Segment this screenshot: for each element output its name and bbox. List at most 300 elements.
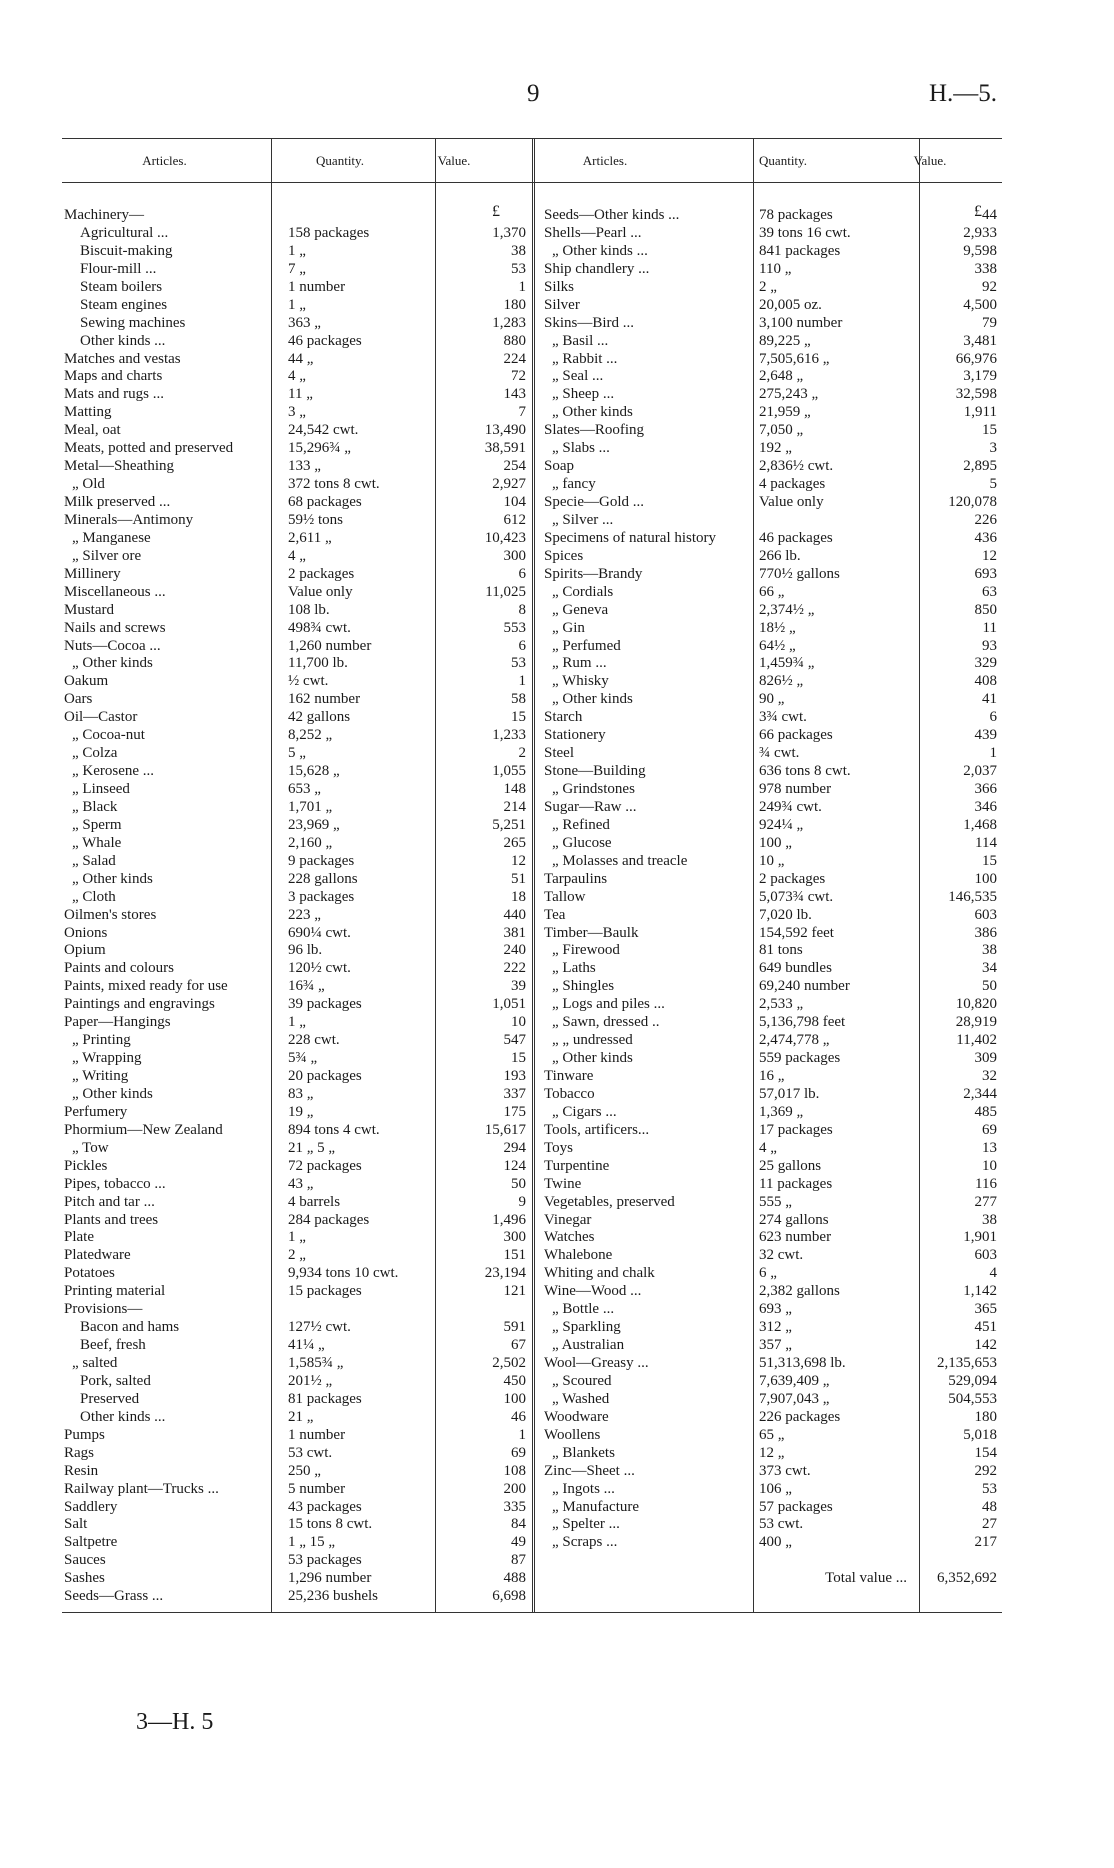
- article-text: Tea: [544, 906, 566, 923]
- quantity-text: 363 „: [288, 314, 321, 331]
- value-cell: [920, 745, 1000, 763]
- article-text: „ Other kinds: [552, 1050, 633, 1067]
- value-text: 38,591: [484, 440, 526, 457]
- value-text: 1,496: [492, 1211, 526, 1228]
- value-cell: [920, 243, 1000, 261]
- article-text: Nuts—Cocoa ...: [64, 637, 161, 654]
- value-text: 408: [974, 673, 997, 690]
- value-text: 240: [503, 942, 526, 959]
- article-cell: [64, 709, 268, 727]
- quantity-cell: [288, 1086, 434, 1104]
- quantity-text: 2,533 „: [759, 996, 804, 1013]
- quantity-cell: [288, 1283, 434, 1301]
- article-cell: [544, 817, 750, 835]
- quantity-text: 1,585¾ „: [288, 1355, 344, 1371]
- value-text: 488: [503, 1570, 526, 1587]
- quantity-text: 226 packages: [759, 1408, 841, 1425]
- article-text: Sauces: [64, 1552, 106, 1569]
- article-cell: [64, 351, 268, 369]
- quantity-text: 7,639,409 „: [759, 1372, 830, 1389]
- value-cell: [436, 1247, 529, 1265]
- article-cell: [544, 1534, 750, 1552]
- value-text: 18: [511, 888, 526, 905]
- article-cell: [64, 1194, 268, 1212]
- article-cell: [544, 602, 750, 620]
- quantity-text: 15 packages: [288, 1283, 362, 1300]
- value-cell: [436, 655, 529, 673]
- quantity-text: 15,296¾ „: [288, 440, 351, 457]
- value-text: 44: [982, 207, 997, 223]
- right-articles-column: [544, 207, 750, 1570]
- value-text: 121: [503, 1283, 526, 1300]
- quantity-text: 11 „: [288, 386, 313, 403]
- quantity-text: 249¾ cwt.: [759, 798, 822, 815]
- article-cell: [544, 261, 750, 279]
- quantity-cell: [288, 925, 434, 943]
- article-cell: [64, 1265, 268, 1283]
- value-cell: [920, 817, 1000, 835]
- quantity-cell: [288, 1247, 434, 1265]
- value-cell: [436, 673, 529, 691]
- article-cell: [64, 1552, 268, 1570]
- article-text: Seeds—Grass ...: [64, 1588, 164, 1605]
- value-cell: [436, 368, 529, 386]
- value-text: 2,502: [492, 1355, 526, 1371]
- article-text: Zinc—Sheet ...: [544, 1462, 635, 1479]
- quantity-text: 274 gallons: [759, 1211, 829, 1228]
- article-cell: [544, 1229, 750, 1247]
- article-cell: [64, 781, 268, 799]
- value-text: 15: [982, 852, 997, 869]
- article-text: „ Grindstones: [552, 781, 635, 797]
- value-cell: [436, 763, 529, 781]
- quantity-cell: [288, 315, 434, 333]
- quantity-text: 66 „: [759, 583, 785, 600]
- article-text: Specie—Gold ...: [544, 494, 644, 510]
- value-cell: [436, 243, 529, 261]
- header-value-right: Value.: [913, 153, 947, 168]
- article-text: Millinery: [64, 565, 121, 582]
- quantity-cell: [759, 315, 917, 333]
- article-cell: [544, 889, 750, 907]
- value-cell: [436, 1301, 529, 1319]
- quantity-text: 89,225 „: [759, 332, 811, 349]
- article-cell: [64, 853, 268, 871]
- value-cell: [920, 386, 1000, 404]
- quantity-text: 284 packages: [288, 1211, 370, 1228]
- value-cell: [920, 655, 1000, 673]
- quantity-text: 12 „: [759, 1444, 785, 1461]
- article-cell: [544, 1104, 750, 1122]
- article-text: „ Black: [72, 798, 118, 815]
- quantity-text: 3 packages: [288, 888, 355, 905]
- quantity-text: 66 packages: [759, 727, 833, 744]
- value-text: 300: [503, 1229, 526, 1246]
- article-text: Oars: [64, 691, 93, 708]
- article-cell: [64, 1445, 268, 1463]
- value-cell: [920, 942, 1000, 960]
- quantity-cell: [759, 1409, 917, 1427]
- value-cell: [920, 889, 1000, 907]
- quantity-cell: [759, 835, 917, 853]
- quantity-cell: [759, 1373, 917, 1391]
- article-text: Spirits—Brandy: [544, 565, 643, 582]
- value-text: 547: [503, 1032, 526, 1049]
- quantity-cell: [759, 368, 917, 386]
- value-cell: [436, 1265, 529, 1283]
- article-text: Skins—Bird ...: [544, 314, 635, 331]
- article-cell: [64, 602, 268, 620]
- article-cell: [544, 655, 750, 673]
- article-cell: [64, 691, 268, 709]
- quantity-cell: [288, 243, 434, 261]
- article-text: „ Kerosene ...: [72, 763, 155, 780]
- article-text: Twine: [544, 1175, 582, 1192]
- value-cell: [920, 315, 1000, 333]
- quantity-text: 1 „: [288, 296, 306, 313]
- article-text: „ Molasses and treacle: [552, 852, 688, 869]
- article-cell: [64, 1176, 268, 1194]
- article-text: Sashes: [64, 1570, 105, 1587]
- article-text: „ Scraps ...: [552, 1534, 618, 1551]
- article-text: „ Bottle ...: [552, 1301, 615, 1318]
- quantity-cell: [759, 638, 917, 656]
- value-cell: [920, 1086, 1000, 1104]
- value-text: 5,251: [492, 816, 526, 833]
- quantity-text: 2,160 „: [288, 834, 333, 851]
- article-text: „ Whisky: [552, 673, 609, 690]
- article-text: Tools, artificers...: [544, 1121, 650, 1138]
- quantity-text: 770½ gallons: [759, 565, 840, 582]
- value-text: 53: [511, 655, 526, 672]
- article-text: Mats and rugs ...: [64, 386, 164, 403]
- value-cell: [920, 709, 1000, 727]
- article-cell: [544, 386, 750, 404]
- article-cell: [544, 907, 750, 925]
- value-text: 6,698: [492, 1588, 526, 1605]
- article-text: Turpentine: [544, 1157, 610, 1174]
- article-text: „ Other kinds ...: [552, 242, 648, 259]
- quantity-cell: [288, 1481, 434, 1499]
- value-text: 436: [974, 529, 997, 546]
- quantity-text: 6 „: [759, 1265, 777, 1282]
- article-text: Provisions—: [64, 1301, 143, 1318]
- value-text: 154: [974, 1444, 997, 1461]
- value-cell: [436, 960, 529, 978]
- article-cell: [544, 638, 750, 656]
- quantity-text: ½ cwt.: [288, 673, 329, 690]
- article-text: „ Slabs ...: [552, 440, 610, 457]
- quantity-text: 1 number: [288, 278, 346, 295]
- article-text: „ Colza: [72, 745, 118, 762]
- article-cell: [64, 368, 268, 386]
- value-text: 84: [511, 1516, 526, 1533]
- article-text: Miscellaneous ...: [64, 583, 166, 600]
- article-text: „ Washed: [552, 1390, 610, 1407]
- value-cell: [920, 1068, 1000, 1086]
- value-cell: [436, 817, 529, 835]
- article-cell: [544, 925, 750, 943]
- article-cell: [544, 673, 750, 691]
- quantity-cell: [759, 243, 917, 261]
- article-text: Onions: [64, 924, 108, 941]
- quantity-text: 5,073¾ cwt.: [759, 888, 834, 905]
- value-cell: [920, 1283, 1000, 1301]
- value-cell: [920, 566, 1000, 584]
- value-cell: [920, 1481, 1000, 1499]
- quantity-cell: [288, 548, 434, 566]
- value-cell: [436, 1534, 529, 1552]
- quantity-cell: [288, 1552, 434, 1570]
- value-text: 8: [518, 601, 526, 618]
- quantity-text: 693 „: [759, 1301, 792, 1318]
- quantity-cell: [759, 279, 917, 297]
- value-cell: [920, 996, 1000, 1014]
- value-cell: [436, 691, 529, 709]
- article-text: „ Spelter ...: [552, 1516, 620, 1533]
- quantity-cell: [759, 1104, 917, 1122]
- value-cell: [920, 458, 1000, 476]
- value-text: 143: [503, 386, 526, 403]
- article-cell: [64, 1212, 268, 1230]
- article-cell: [64, 673, 268, 691]
- spacer-row: [759, 1552, 917, 1570]
- article-cell: [64, 1463, 268, 1481]
- quantity-text: 39 packages: [288, 996, 362, 1013]
- value-text: 6: [518, 565, 526, 582]
- quantity-cell: [288, 279, 434, 297]
- quantity-text: 4 barrels: [288, 1193, 341, 1210]
- quantity-cell: [288, 261, 434, 279]
- article-cell: [544, 1319, 750, 1337]
- quantity-text: 110 „: [759, 260, 792, 277]
- quantity-cell: [759, 1301, 917, 1319]
- value-cell: [920, 727, 1000, 745]
- article-cell: [64, 960, 268, 978]
- value-text: 9: [518, 1193, 526, 1210]
- quantity-cell: [759, 584, 917, 602]
- value-text: 5,018: [963, 1426, 997, 1443]
- value-text: 142: [974, 1337, 997, 1354]
- quantity-text: Value only: [759, 494, 824, 510]
- value-text: 1,142: [963, 1283, 997, 1300]
- quantity-cell: [288, 620, 434, 638]
- value-cell: [436, 1409, 529, 1427]
- value-cell: [920, 1140, 1000, 1158]
- article-cell: [64, 1534, 268, 1552]
- quantity-text: 83 „: [288, 1085, 314, 1102]
- article-cell: [544, 620, 750, 638]
- value-text: 300: [503, 547, 526, 564]
- value-cell: [436, 1373, 529, 1391]
- quantity-cell: [759, 440, 917, 458]
- article-text: Steam engines: [80, 296, 168, 313]
- quantity-text: 3,100 number: [759, 314, 843, 331]
- value-text: 32: [982, 1068, 997, 1084]
- article-cell: [64, 1068, 268, 1086]
- quantity-cell: [288, 1427, 434, 1445]
- article-text: Bacon and hams: [80, 1319, 180, 1336]
- article-text: „ Whale: [72, 834, 122, 851]
- article-cell: [64, 440, 268, 458]
- value-cell: [920, 368, 1000, 386]
- quantity-text: 16 „: [759, 1068, 785, 1084]
- quantity-text: 133 „: [288, 458, 321, 475]
- value-text: 2,135,653: [937, 1355, 997, 1371]
- header-articles-left: Articles.: [142, 153, 187, 168]
- value-text: 12: [982, 547, 997, 564]
- article-cell: [544, 1140, 750, 1158]
- quantity-cell: [288, 1140, 434, 1158]
- article-cell: [544, 1427, 750, 1445]
- value-cell: [920, 1212, 1000, 1230]
- article-text: „ Other kinds: [552, 404, 633, 421]
- article-cell: [64, 1409, 268, 1427]
- article-text: Timber—Baulk: [544, 924, 639, 941]
- quantity-cell: [288, 763, 434, 781]
- article-text: Whalebone: [544, 1247, 613, 1264]
- quantity-cell: [288, 1337, 434, 1355]
- quantity-cell: [759, 925, 917, 943]
- quantity-cell: [288, 566, 434, 584]
- article-cell: [544, 1301, 750, 1319]
- quantity-text: 223 „: [288, 906, 321, 923]
- article-cell: [544, 548, 750, 566]
- article-cell: [544, 476, 750, 494]
- article-cell: [64, 494, 268, 512]
- article-cell: [64, 530, 268, 548]
- value-text: 67: [511, 1337, 526, 1354]
- quantity-text: 2,382 gallons: [759, 1283, 840, 1300]
- quantity-text: 65 „: [759, 1426, 785, 1443]
- quantity-cell: [759, 1445, 917, 1463]
- article-cell: [64, 297, 268, 315]
- value-text: 4,500: [963, 296, 997, 313]
- article-text: Meal, oat: [64, 422, 121, 439]
- article-text: „ Linseed: [72, 781, 130, 797]
- article-text: Tarpaulins: [544, 870, 608, 887]
- quantity-cell: [288, 1014, 434, 1032]
- value-text: 224: [503, 350, 526, 367]
- article-cell: [544, 727, 750, 745]
- quantity-cell: [759, 1391, 917, 1409]
- article-text: Woollens: [544, 1426, 601, 1443]
- article-text: „ Cocoa-nut: [72, 727, 145, 744]
- value-text: 6: [989, 709, 997, 726]
- value-cell: [920, 1122, 1000, 1140]
- value-text: 2,895: [963, 458, 997, 475]
- quantity-text: 72 packages: [288, 1157, 362, 1174]
- value-cell: [436, 404, 529, 422]
- article-cell: [544, 458, 750, 476]
- value-text: 2,037: [963, 763, 997, 780]
- quantity-text: 41¼ „: [288, 1337, 325, 1354]
- article-cell: [64, 1427, 268, 1445]
- quantity-cell: [288, 1588, 434, 1606]
- article-cell: [64, 817, 268, 835]
- quantity-cell: [288, 1194, 434, 1212]
- article-cell: [64, 1283, 268, 1301]
- article-text: „ Blankets: [552, 1444, 615, 1461]
- quantity-text: 90 „: [759, 691, 785, 708]
- quantity-cell: [759, 1176, 917, 1194]
- article-cell: [64, 315, 268, 333]
- value-cell: [920, 853, 1000, 871]
- quantity-text: 5,136,798 feet: [759, 1014, 846, 1031]
- value-cell: [920, 548, 1000, 566]
- article-cell: [544, 315, 750, 333]
- value-text: 120,078: [948, 494, 997, 510]
- quantity-text: 7,050 „: [759, 422, 804, 439]
- left-articles-column: [64, 207, 268, 1606]
- article-text: Agricultural ...: [80, 224, 169, 241]
- value-cell: [920, 512, 1000, 530]
- quantity-cell: [288, 745, 434, 763]
- value-text: 100: [974, 870, 997, 887]
- value-cell: [436, 942, 529, 960]
- value-text: 485: [974, 1103, 997, 1120]
- value-text: 1,055: [492, 763, 526, 780]
- quantity-cell: [759, 781, 917, 799]
- value-text: 39: [511, 978, 526, 995]
- quantity-text: 19 „: [288, 1103, 314, 1120]
- article-cell: [544, 1391, 750, 1409]
- article-text: Opium: [64, 942, 106, 959]
- article-text: Resin: [64, 1462, 99, 1479]
- article-text: „ Silver ore: [72, 547, 142, 564]
- value-cell: [920, 1301, 1000, 1319]
- article-text: Biscuit-making: [80, 242, 173, 259]
- quantity-cell: [288, 225, 434, 243]
- quantity-cell: [288, 1319, 434, 1337]
- article-text: Mustard: [64, 601, 114, 618]
- value-text: 439: [974, 727, 997, 744]
- article-cell: [544, 1373, 750, 1391]
- article-text: Plate: [64, 1229, 94, 1246]
- value-text: 34: [982, 960, 997, 977]
- value-text: 329: [974, 655, 997, 672]
- article-cell: [64, 207, 268, 225]
- article-cell: [64, 422, 268, 440]
- article-cell: [64, 1050, 268, 1068]
- quantity-cell: [759, 512, 917, 530]
- quantity-text: 96 lb.: [288, 942, 323, 959]
- article-cell: [544, 1247, 750, 1265]
- value-text: 11,402: [956, 1032, 997, 1049]
- quantity-text: 623 number: [759, 1229, 832, 1246]
- value-cell: [920, 494, 1000, 512]
- quantity-cell: [288, 709, 434, 727]
- article-text: Sugar—Raw ...: [544, 798, 637, 815]
- article-cell: [64, 476, 268, 494]
- article-cell: [64, 942, 268, 960]
- quantity-cell: [288, 1301, 434, 1319]
- value-text: 108: [503, 1462, 526, 1479]
- quantity-text: 649 bundles: [759, 960, 832, 977]
- quantity-text: 11 packages: [759, 1175, 833, 1192]
- quantity-text: 53 cwt.: [288, 1444, 333, 1461]
- value-text: 27: [982, 1516, 997, 1533]
- article-cell: [544, 1122, 750, 1140]
- article-text: Paints and colours: [64, 960, 174, 977]
- quantity-cell: [759, 1283, 917, 1301]
- article-cell: [64, 1301, 268, 1319]
- value-text: 66,976: [955, 350, 997, 367]
- quantity-cell: [759, 763, 917, 781]
- quantity-text: 25 gallons: [759, 1157, 822, 1174]
- spacer-row: [544, 1552, 750, 1570]
- article-cell: [544, 512, 750, 530]
